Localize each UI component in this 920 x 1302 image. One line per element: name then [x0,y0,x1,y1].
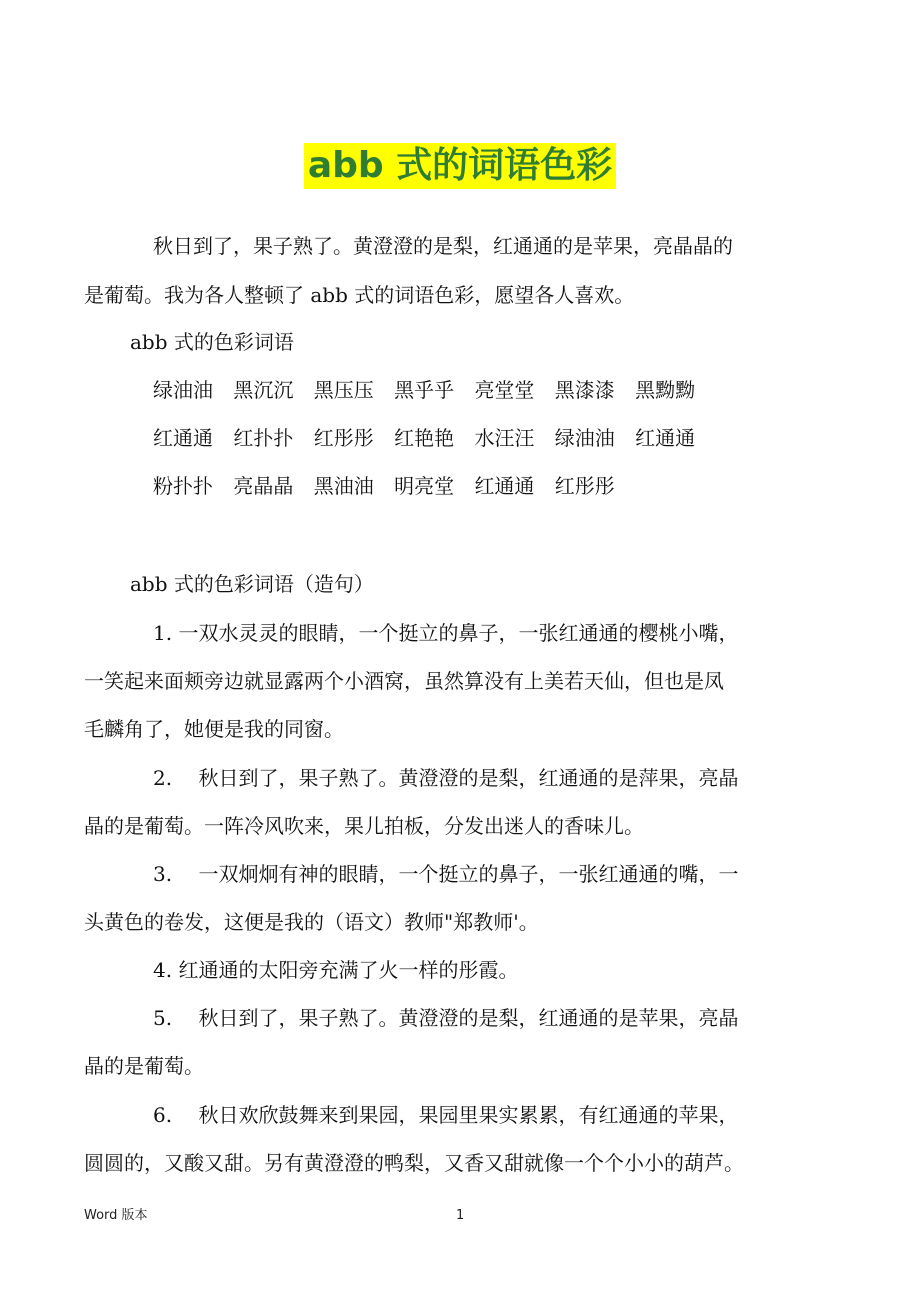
sentence-6-line-1: 6. 秋日欢欣鼓舞来到果园，果园里果实累累，有红通通的苹果， [153,1103,739,1127]
word-row-3 [153,472,629,500]
word: 黑油油 [313,474,374,498]
word: 明亮堂 [394,474,455,498]
word: 绿油油 [554,426,615,450]
word: 黑沉沉 [233,378,294,402]
sentence-2-line-2: 晶的是葡萄。一阵冷风吹来，果儿拍板，分发出迷人的香味儿。 [84,814,644,838]
word: 黑压压 [313,378,374,402]
intro-line-1: 秋日到了，果子熟了。黄澄澄的是梨，红通通的是苹果，亮晶晶的 [153,234,733,258]
sentence-3-line-1: 3. 一双炯炯有神的眼睛，一个挺立的鼻子，一张红通通的嘴，一 [153,862,739,886]
sentence-5-line-2: 晶的是葡萄。 [84,1054,204,1078]
title-container [0,143,920,189]
word: 黑黝黝 [635,378,696,402]
section-heading-sentences: abb 式的色彩词语（造句） [130,572,374,596]
word: 红彤彤 [554,474,615,498]
word: 红艳艳 [394,426,455,450]
sentence-3-line-2: 头黄色的卷发，这便是我的（语文）教师"郑教师'。 [84,910,539,934]
word: 黑乎乎 [394,378,455,402]
section-heading-words: abb 式的色彩词语 [130,330,294,354]
sentence-4-line-1: 4. 红通通的太阳旁充满了火一样的彤霞。 [153,958,519,982]
word: 亮堂堂 [474,378,535,402]
sentence-1-line-2: 一笑起来面颊旁边就显露两个小酒窝，虽然算没有上美若天仙，但也是凤 [84,669,724,693]
intro-line-2: 是葡萄。我为各人整顿了 abb 式的词语色彩，愿望各人喜欢。 [84,283,635,307]
word: 黑漆漆 [554,378,615,402]
footer-page-number: 1 [456,1208,465,1223]
sentence-1-line-1: 1. 一双水灵灵的眼睛，一个挺立的鼻子，一张红通通的樱桃小嘴， [153,621,739,645]
word: 红通通 [474,474,535,498]
footer-version-label: Word 版本 [84,1208,148,1223]
word: 红彤彤 [313,426,374,450]
word: 亮晶晶 [233,474,294,498]
word: 水汪汪 [474,426,535,450]
sentence-1-line-3: 毛麟角了，她便是我的同窗。 [84,717,344,741]
word-row-2 [153,424,709,452]
sentence-2-line-1: 2. 秋日到了，果子熟了。黄澄澄的是梨，红通通的是萍果，亮晶 [153,766,739,790]
sentence-5-line-1: 5. 秋日到了，果子熟了。黄澄澄的是梨，红通通的是苹果，亮晶 [153,1006,739,1030]
word: 粉扑扑 [153,474,213,498]
word-row-1 [153,376,709,404]
word: 红通通 [635,426,696,450]
word: 红扑扑 [233,426,294,450]
sentence-6-line-2: 圆圆的，又酸又甜。另有黄澄澄的鸭梨，又香又甜就像一个个小小的葫芦。 [84,1151,744,1175]
document-title: abb 式的词语色彩 [304,143,616,189]
word: 绿油油 [153,378,213,402]
word: 红通通 [153,426,213,450]
